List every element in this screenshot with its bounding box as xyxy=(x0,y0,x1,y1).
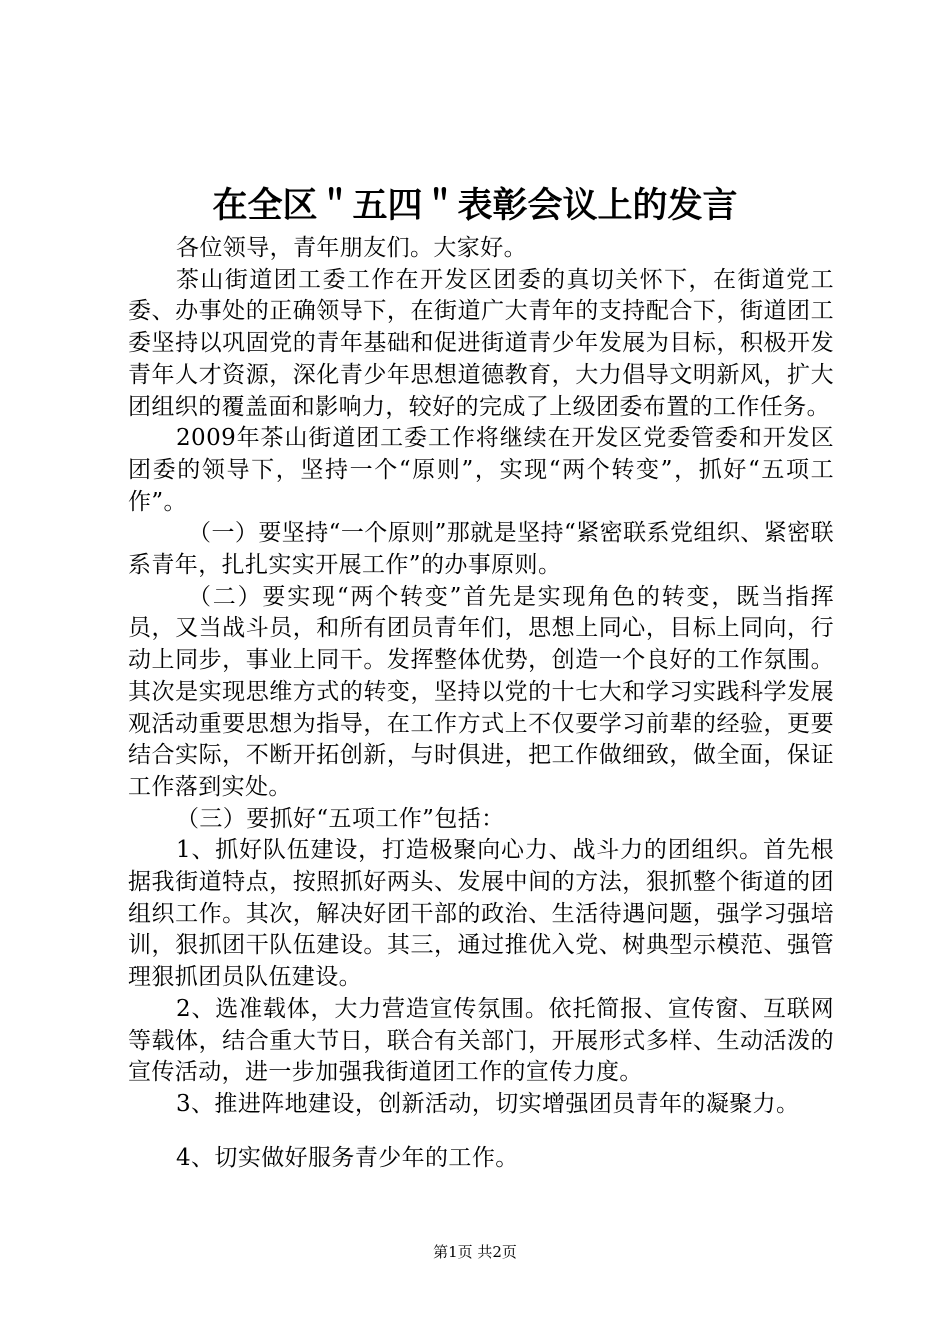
paragraph-task-1: 1、抓好队伍建设，打造极聚向心力、战斗力的团组织。首先根据我街道特点，按照抓好两头、发展中间的方法，狠抓整个街道的团组织工作。其次，解决好团干部的政治、生活待遇问题，强学习强培训，狠抓团干队伍建设。其三，通过推优入党、树典型示模范、强管理狠抓团员队伍建设。 xyxy=(128,837,834,991)
document-body xyxy=(128,233,834,1174)
paragraph-two-changes: （二）要实现“两个转变”首先是实现角色的转变，既当指挥员，又当战斗员，和所有团员青年们，思想上同心，目标上同向，行动上同步，事业上同干。发挥整体优势，创造一个良好的工作氛围。其次是实现思维方式的转变，坚持以党的十七大和学习实践科学发展观活动重要思想为指导，在工作方式上不仅要学习前辈的经验，更要结合实际，不断开拓创新，与时俱进，把工作做细致，做全面，保证工作落到实处。 xyxy=(128,583,834,800)
paragraph-principle: （一）要坚持“一个原则”那就是坚持“紧密联系党组织、紧密联系青年，扎扎实实开展工作”的办事原则。 xyxy=(128,520,834,579)
paragraph-intro: 茶山街道团工委工作在开发区团委的真切关怀下，在街道党工委、办事处的正确领导下，在街道广大青年的支持配合下，街道团工委坚持以巩固党的青年基础和促进街道青少年发展为目标，积极开发青年人才资源，深化青少年思想道德教育，大力倡导文明新风，扩大团组织的覆盖面和影响力，较好的完成了上级团委布置的工作任务。 xyxy=(128,266,834,420)
paragraph-task-2: 2、选准载体，大力营造宣传氛围。依托简报、宣传窗、互联网等载体，结合重大节日，联合有关部门，开展形式多样、生动活泼的宣传活动，进一步加强我街道团工作的宣传力度。 xyxy=(128,995,834,1086)
paragraph-greeting: 各位领导，青年朋友们。大家好。 xyxy=(176,235,527,261)
paragraph-task-4: 4、切实做好服务青少年的工作。 xyxy=(176,1144,519,1171)
page-footer: 第1页 共2页 xyxy=(433,1243,517,1261)
paragraph-plan-2009: 2009年茶山街道团工委工作将继续在开发区党委管委和开发区团委的领导下，坚持一个“原则”，实现“两个转变”，抓好“五项工作”。 xyxy=(128,425,834,515)
paragraph-task-3: 3、推进阵地建设，创新活动，切实增强团员青年的凝聚力。 xyxy=(176,1090,800,1117)
paragraph-five-tasks-heading: （三）要抓好“五项工作”包括： xyxy=(176,805,505,832)
document-title: 在全区＂五四＂表彰会议上的发言 xyxy=(212,186,738,226)
